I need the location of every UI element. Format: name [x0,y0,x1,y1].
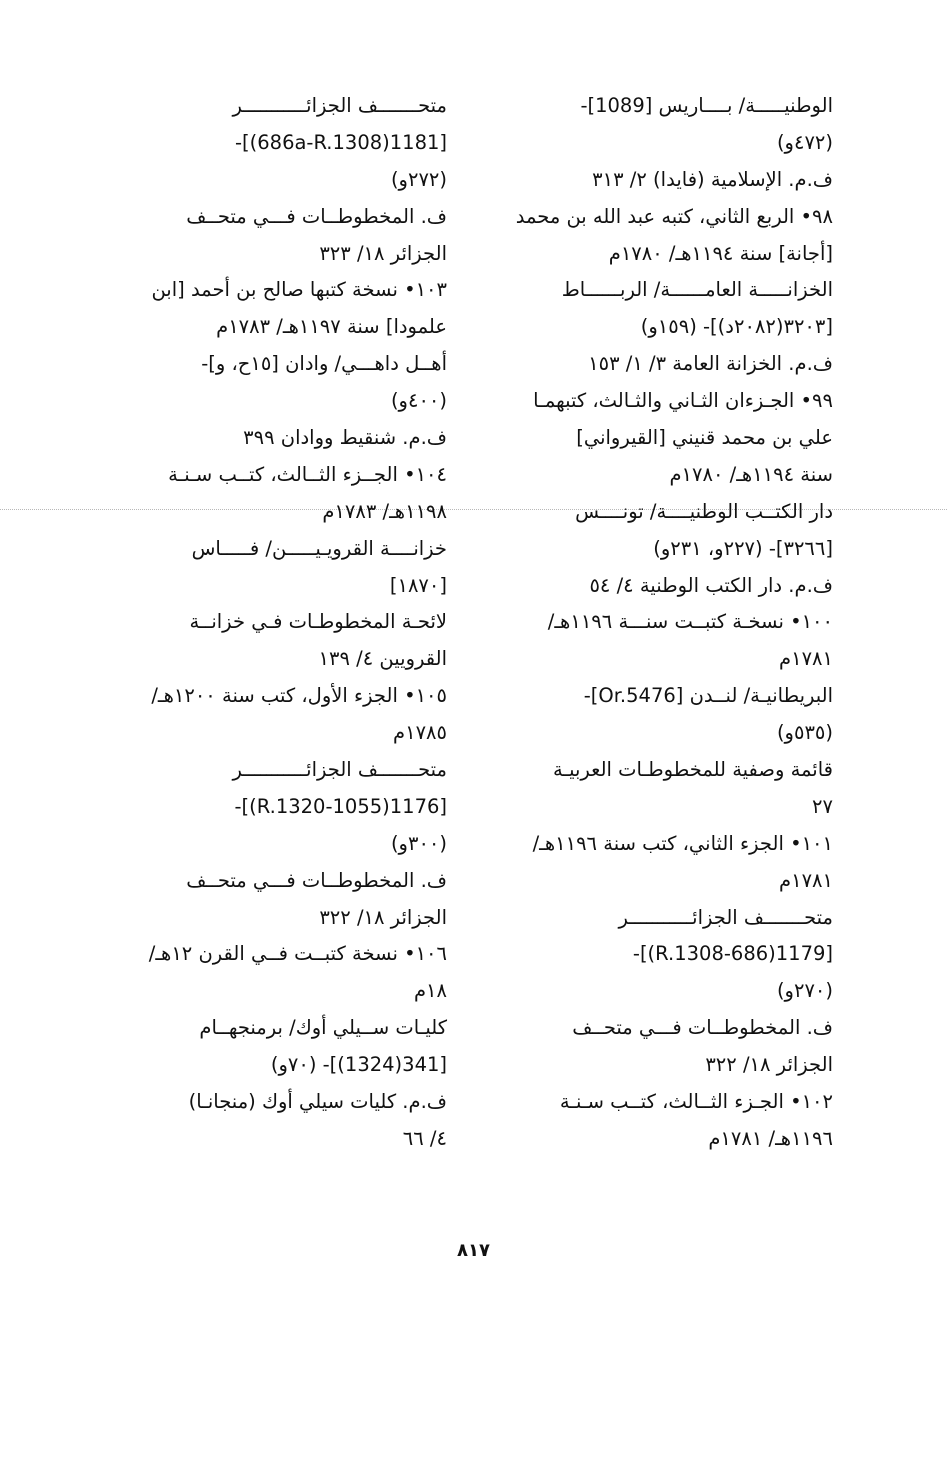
entry-102: ١٠٢• الجـزء الثــالث، كتــب سـنـة [559,1090,833,1114]
text-line: الوطنيـــــة/ بــــاريس [1089]- [580,94,833,117]
entry-101: ١٠١• الجزء الثاني، كتب سنة ١١٩٦هـ/ [532,831,833,855]
text-line: [1181(686a-R.1308)]- [234,130,447,154]
entry-100: ١٠٠• نسخـة كتبــت سنـــة ١١٩٦هـ/ [547,610,833,634]
text-line: ف.م. شنقيط ووادان ٣٩٩ [243,426,447,450]
text-line: [٣٢٠٣(٢٠٨٢د)]- (١٥٩و) [640,315,833,339]
text-line: الخزانـــــة العامــــــة/ الربــــــاط [561,278,833,302]
text-line: [341(1324)]- (٧٠و) [270,1053,447,1077]
text-line: علمودا] سنة ١١٩٧هـ/ ١٧٨٣م [216,315,447,339]
text-line: ف.م. الإسلامية (فايدا) ٢/ ٣١٣ [592,167,833,191]
text-line: ف.م. دار الكتب الوطنية ٤/ ٥٤ [589,573,833,597]
text-line: (٤٧٢و) [776,130,833,154]
text-line: البريطانيـة/ لنــدن [Or.5476]- [583,684,833,708]
text-line: (٣٠٠و) [390,831,447,855]
text-line: ف. المخطوطــات فـــي متحــف [186,204,447,228]
entry-103: ١٠٣• نسخة كتبها صالح بن أحمد [ابن [151,278,447,302]
text-line: أهــل داهـــي/ وادان [١٥ح، و]- [201,352,447,376]
text-line: ف.م. كليات سيلي أوك (منجانـا) [188,1090,447,1114]
text-line: ١١٩٦هـ/ ١٧٨١م [708,1126,833,1150]
left-column [104,88,447,1158]
text-line: متحـــــــف الجزائـــــــــــر [232,94,447,117]
text-line: [1176(1055-R.1320)]- [234,794,447,818]
text-line: كليـات ســيلي أوك/ برمنجهــام [199,1016,447,1040]
text-line: سنة ١١٩٤هـ/ ١٧٨٠م [669,462,833,486]
text-line: لائحـة المخطوطـات فـي خزانــة [189,610,447,634]
text-line: ١١٩٨هـ/ ١٧٨٣م [322,499,447,523]
page-number: ٨١٧ [457,1240,490,1261]
text-line: ١٧٨٥م [393,721,447,745]
text-line: علي بن محمد قنيني [القيرواني] [576,426,833,450]
text-line: [٣٢٦٦]- (٢٢٧و، ٢٣١و) [653,536,833,560]
entry-105: ١٠٥• الجزء الأول، كتب سنة ١٢٠٠هـ/ [151,684,447,708]
text-line: الجزائر ١٨/ ٣٢٢ [705,1053,833,1077]
text-line: ١٧٨١م [779,647,833,671]
text-line: ف. المخطوطــات فـــي متحــف [186,868,447,892]
text-line: ٤/ ٦٦ [402,1126,447,1150]
text-line: (٢٧٠و) [776,979,833,1003]
text-line: متحـــــــف الجزائـــــــــــر [232,758,447,782]
text-line: [1179(686-R.1308)]- [632,942,833,966]
text-line: (٤٠٠و) [390,389,447,413]
text-line: ف. المخطوطــات فـــي متحــف [572,1016,833,1040]
right-column [490,88,833,1158]
text-line: الجزائر ١٨/ ٣٢٢ [319,905,447,929]
entry-106: ١٠٦• نسخة كتبــت فــي القرن ١٢هـ/ [148,942,447,966]
text-line: [١٨٧٠] [389,573,447,597]
text-line: ٢٧ [812,794,833,818]
text-line: متحـــــــف الجزائـــــــــــر [618,905,833,929]
entry-98: ٩٨• الربع الثاني، كتبه عبد الله بن محمد [515,204,833,228]
entry-104: ١٠٤• الجــزء الثــالث، كتــب سـنـة [168,462,447,486]
text-line: (٢٧٢و) [390,167,447,191]
text-line: ف.م. الخزانة العامة ٣/ ١/ ١٥٣ [588,352,833,376]
text-line: الجزائر ١٨/ ٣٢٣ [319,241,447,265]
text-line: خزانــــة القرويـيـــــن/ فـــــاس [191,536,447,560]
text-line: ١٨م [413,979,447,1003]
entry-99: ٩٩• الجـزءان الثـاني والثـالث، كتبهمـا [533,389,833,413]
text-line: (٥٣٥و) [776,721,833,745]
text-line: ١٧٨١م [779,868,833,892]
text-line: دار الكتــب الوطنيــــة/ تونــــس [575,499,833,523]
text-line: القرويين ٤/ ١٣٩ [318,647,447,671]
text-line: [أجانة] سنة ١١٩٤هـ/ ١٧٨٠م [608,241,833,265]
text-line: قائمة وصفية للمخطوطـات العربيـة [552,758,833,782]
